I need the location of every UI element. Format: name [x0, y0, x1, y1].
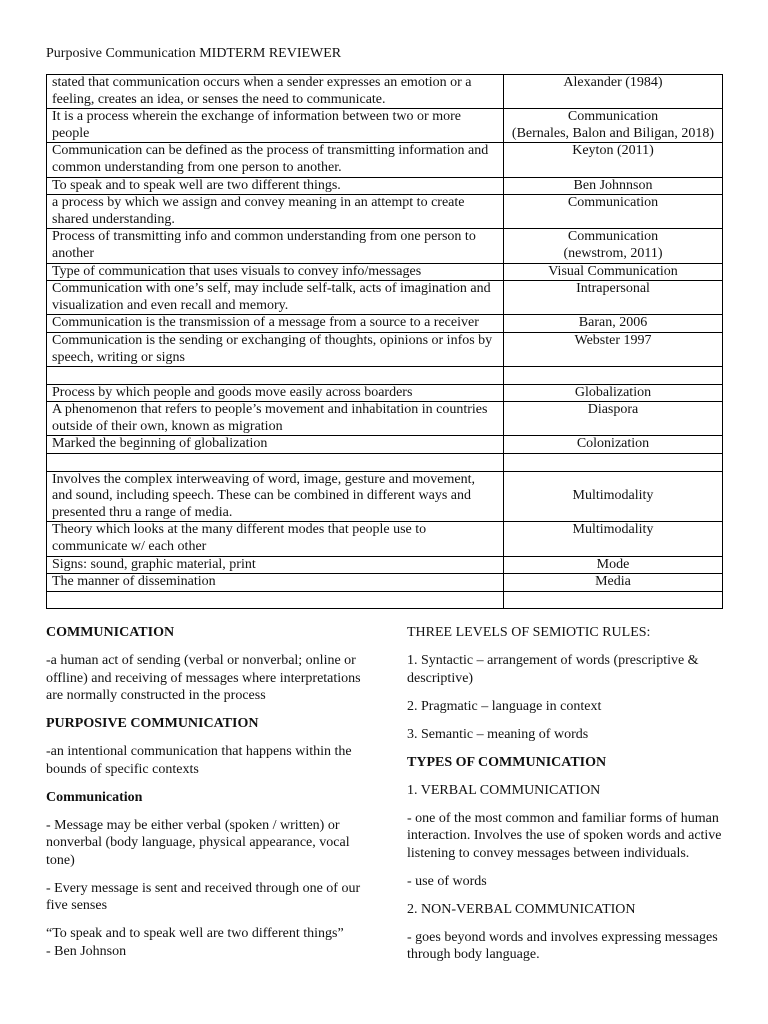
paragraph: -a human act of sending (verbal or nonverbal; online or offline) and receiving of messages where interpretations are normally constructed in the process — [46, 653, 361, 703]
term-cell: Webster 1997 — [504, 332, 723, 366]
paragraph: 1. Syntactic – arrangement of words (prescriptive & descriptive) — [407, 653, 699, 686]
term-cell: Multimodality — [504, 522, 723, 556]
definition-cell: It is a process wherein the exchange of information between two or more people — [47, 109, 504, 143]
table-row — [47, 229, 723, 263]
term-cell: Baran, 2006 — [504, 315, 723, 333]
paragraph: - goes beyond words and involves expressing messages through body language. — [407, 929, 718, 962]
table-row — [47, 109, 723, 143]
table-row — [47, 384, 723, 402]
table-row — [47, 454, 723, 472]
definition-cell: Involves the complex interweaving of word, image, gesture and movement, and sound, including speech. These can be combined in different ways and presented thru a range of media. — [47, 471, 504, 522]
definition-cell: Type of communication that uses visuals to convey info/messages — [47, 263, 504, 281]
paragraph: - use of words — [407, 873, 487, 889]
table-row — [47, 143, 723, 177]
term-cell: Globalization — [504, 384, 723, 402]
table-row — [47, 471, 723, 522]
reviewer-table-body — [47, 75, 723, 609]
table-row — [47, 195, 723, 229]
definition-cell: Process of transmitting info and common understanding from one person to another — [47, 229, 504, 263]
term-cell: Alexander (1984) — [504, 75, 723, 109]
term-cell: Diaspora — [504, 402, 723, 436]
definition-cell: Communication is the transmission of a message from a source to a receiver — [47, 315, 504, 333]
paragraph: - Every message is sent and received through one of our five senses — [46, 880, 361, 913]
section-heading: TYPES OF COMMUNICATION — [407, 754, 607, 770]
table-row — [47, 522, 723, 556]
term-cell: Mode — [504, 556, 723, 574]
reviewer-table — [46, 74, 723, 609]
table-row — [47, 315, 723, 333]
term-cell — [504, 367, 723, 385]
definition-cell: A phenomenon that refers to people’s movement and inhabitation in countries outside of their own, known as migration — [47, 402, 504, 436]
section-heading: Communication — [46, 789, 143, 805]
term-cell: Communication — [504, 195, 723, 229]
term-cell: Visual Communication — [504, 263, 723, 281]
definition-cell: Process by which people and goods move easily across boarders — [47, 384, 504, 402]
paragraph: -an intentional communication that happens within the bounds of specific contexts — [46, 744, 352, 777]
term-cell: Ben Johnnson — [504, 177, 723, 195]
term-cell: Communication (Bernales, Balon and Biligan, 2018) — [504, 109, 723, 143]
definition-cell — [47, 367, 504, 385]
table-row — [47, 263, 723, 281]
definition-cell: a process by which we assign and convey meaning in an attempt to create shared understanding. — [47, 195, 504, 229]
paragraph: 1. VERBAL COMMUNICATION — [407, 782, 601, 798]
section-heading: PURPOSIVE COMMUNICATION — [46, 716, 259, 731]
table-row — [47, 332, 723, 366]
definition-cell: Communication is the sending or exchanging of thoughts, opinions or infos by speech, writing or signs — [47, 332, 504, 366]
definition-cell: Communication with one’s self, may include self-talk, acts of imagination and visualization and even recall and memory. — [47, 281, 504, 315]
table-row — [47, 591, 723, 609]
paragraph: 3. Semantic – meaning of words — [407, 726, 589, 742]
definition-cell: stated that communication occurs when a sender expresses an emotion or a feeling, creates an idea, or senses the need to communicate. — [47, 75, 504, 109]
paragraph: “To speak and to speak well are two different things” - Ben Johnson — [46, 926, 344, 959]
paragraph: 2. NON-VERBAL COMMUNICATION — [407, 901, 636, 917]
table-row — [47, 402, 723, 436]
table-row — [47, 556, 723, 574]
left-column — [46, 624, 361, 971]
paragraph: 2. Pragmatic – language in context — [407, 698, 602, 714]
table-row — [47, 436, 723, 454]
definition-cell: Theory which looks at the many different modes that people use to communicate w/ each other — [47, 522, 504, 556]
definition-cell: Marked the beginning of globalization — [47, 436, 504, 454]
term-cell: Intrapersonal — [504, 281, 723, 315]
definition-cell — [47, 591, 504, 609]
term-cell — [504, 454, 723, 472]
table-row — [47, 367, 723, 385]
table-row — [47, 177, 723, 195]
table-row — [47, 75, 723, 109]
table-row — [47, 281, 723, 315]
paragraph: - one of the most common and familiar forms of human interaction. Involves the use of spoken words and active listening to convey messages between individuals. — [407, 810, 722, 861]
definition-cell: Communication can be defined as the process of transmitting information and common understanding from one person to another. — [47, 143, 504, 177]
definition-cell: The manner of dissemination — [47, 574, 504, 592]
term-cell: Media — [504, 574, 723, 592]
definition-cell: To speak and to speak well are two different things. — [47, 177, 504, 195]
term-cell: Colonization — [504, 436, 723, 454]
term-cell: Communication (newstrom, 2011) — [504, 229, 723, 263]
section-heading: COMMUNICATION — [46, 625, 175, 640]
right-column — [407, 624, 727, 974]
paragraph: - Message may be either verbal (spoken / written) or nonverbal (body language, physical appearance, vocal tone) — [46, 817, 350, 868]
term-cell: Keyton (2011) — [504, 143, 723, 177]
term-cell: Multimodality — [504, 471, 723, 522]
definition-cell: Signs: sound, graphic material, print — [47, 556, 504, 574]
paragraph: THREE LEVELS OF SEMIOTIC RULES: — [407, 625, 651, 640]
term-cell — [504, 591, 723, 609]
table-row — [47, 574, 723, 592]
definition-cell — [47, 454, 504, 472]
document-title: Purposive Communication MIDTERM REVIEWER — [46, 46, 342, 61]
